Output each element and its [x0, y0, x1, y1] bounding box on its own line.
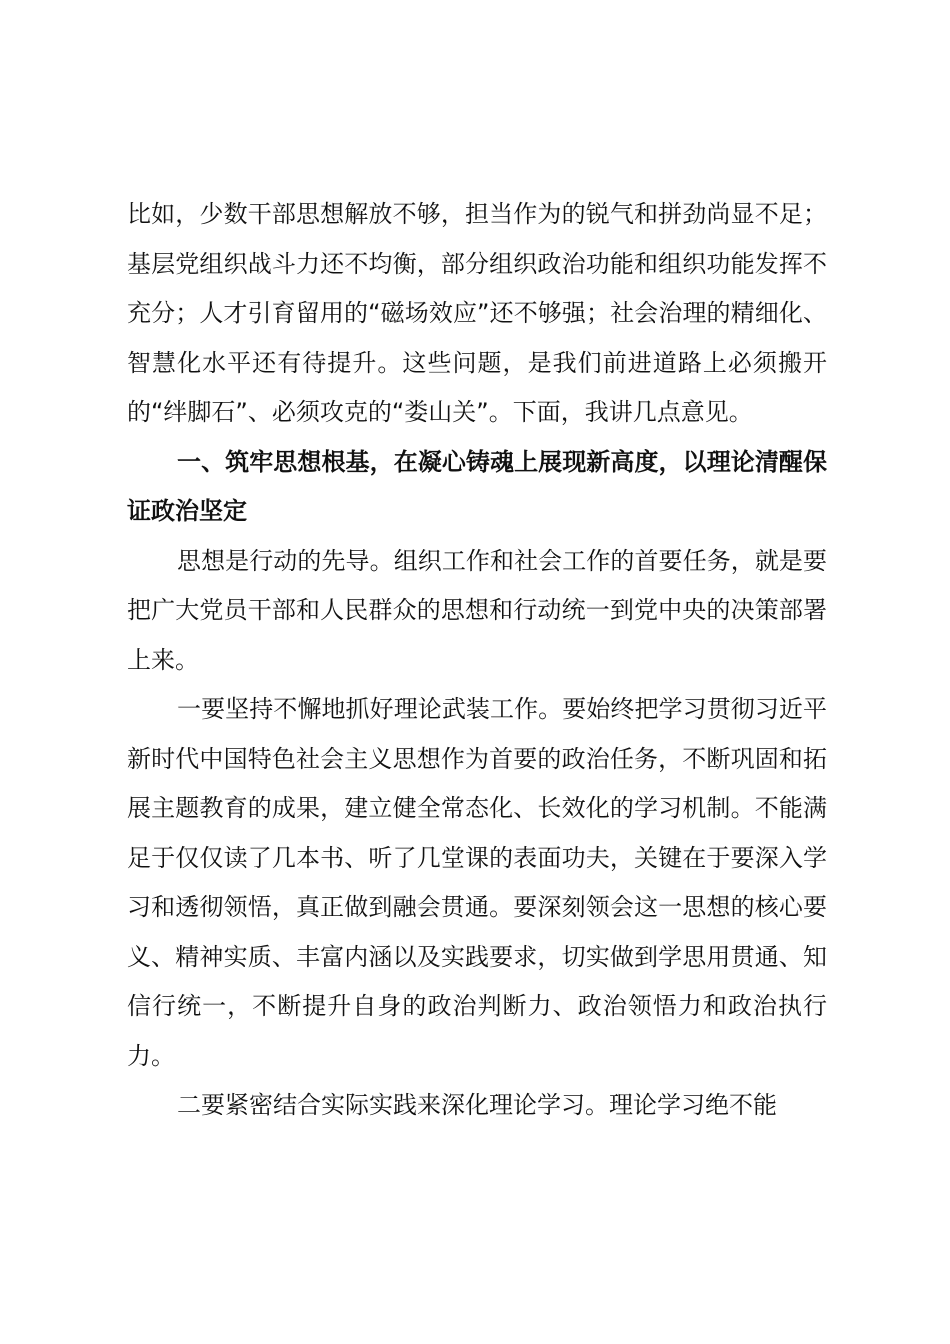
body-paragraph-2: 一要坚持不懈地抓好理论武装工作。要始终把学习贯彻习近平新时代中国特色社会主义思想作为首要的政治任务，不断巩固和拓展主题教育的成果，建立健全常态化、长效化的学习机制。不能满足于仅仅读了几本书、听了几堂课的表面功夫，关键在于要深入学习和透彻领悟，真正做到融会贯通。要深刻领会这一思想的核心要义、精神实质、丰富内涵以及实践要求，切实做到学思用贯通、知信行统一，不断提升自身的政治判断力、政治领悟力和政治执行力。 [127, 695, 827, 1070]
intro-paragraph: 比如，少数干部思想解放不够，担当作为的锐气和拼劲尚显不足；基层党组织战斗力还不均衡，部分组织政治功能和组织功能发挥不充分；人才引育留用的“磁场效应”还不够强；社会治理的精细化、智慧化水平还有待提升。这些问题，是我们前进道路上必须搬开的“绊脚石”、必须攻克的“娄山关”。下面，我讲几点意见。 [127, 200, 827, 426]
section-heading-1: 一、筑牢思想根基，在凝心铸魂上展现新高度，以理论清醒保证政治坚定 [127, 447, 827, 525]
document-body [127, 190, 827, 1131]
body-paragraph-1: 思想是行动的先导。组织工作和社会工作的首要任务，就是要把广大党员干部和人民群众的思想和行动统一到党中央的决策部署上来。 [127, 546, 827, 674]
body-paragraph-3: 二要紧密结合实际实践来深化理论学习。理论学习绝不能 [177, 1091, 777, 1119]
